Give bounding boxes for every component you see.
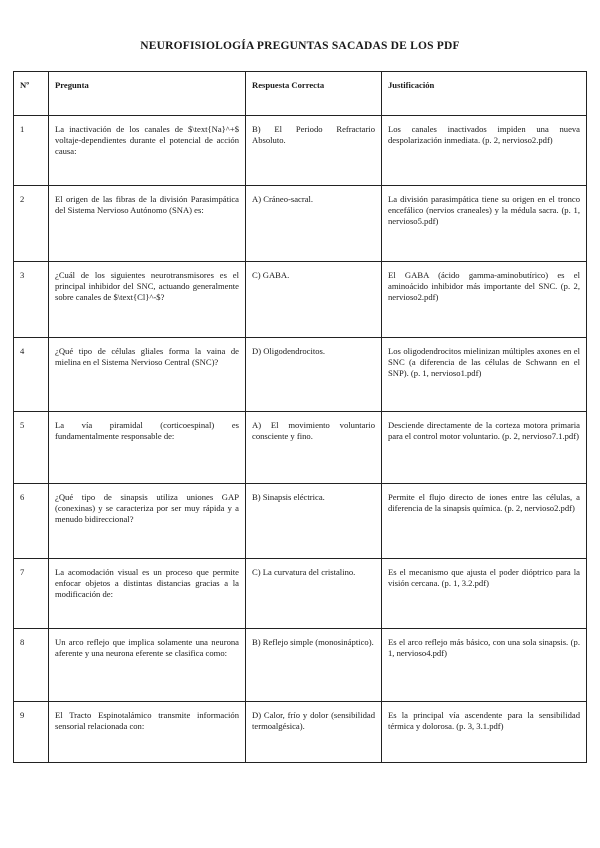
row-number: 6	[14, 484, 49, 559]
row-number: 3	[14, 262, 49, 338]
row-number: 9	[14, 702, 49, 763]
row-number: 1	[14, 116, 49, 186]
justification-cell: El GABA (ácido gamma-aminobutírico) es el aminoácido inhibidor más importante del SNC. (p. 2, nervioso2.pdf)	[382, 262, 587, 338]
row-number: 7	[14, 559, 49, 629]
justification-cell: Desciende directamente de la corteza motora primaria para el control motor voluntario. (p. 2, nervioso7.1.pdf)	[382, 412, 587, 484]
question-cell: Un arco reflejo que implica solamente una neurona aferente y una neurona eferente se clasifica como:	[49, 629, 246, 702]
answer-cell: D) Calor, frío y dolor (sensibilidad termoalgésica).	[246, 702, 382, 763]
justification-cell: Es la principal vía ascendente para la sensibilidad térmica y dolorosa. (p. 3, 3.1.pdf)	[382, 702, 587, 763]
header-justification: Justificación	[382, 72, 587, 116]
question-cell: El Tracto Espinotalámico transmite información sensorial relacionada con:	[49, 702, 246, 763]
table-row	[14, 702, 587, 763]
table-row	[14, 629, 587, 702]
question-cell: ¿Qué tipo de sinapsis utiliza uniones GAP (conexinas) y se caracteriza por ser muy rápida y a menudo bidireccional?	[49, 484, 246, 559]
table-row	[14, 484, 587, 559]
document-title: NEUROFISIOLOGÍA PREGUNTAS SACADAS DE LOS PDF	[140, 40, 460, 52]
table-row	[14, 338, 587, 412]
answer-cell: B) Reflejo simple (monosináptico).	[246, 629, 382, 702]
row-number: 5	[14, 412, 49, 484]
justification-cell: La división parasimpática tiene su origen en el tronco encefálico (nervios craneales) y la médula sacra. (p. 1, nervioso5.pdf)	[382, 186, 587, 262]
answer-cell: C) La curvatura del cristalino.	[246, 559, 382, 629]
answer-cell: B) Sinapsis eléctrica.	[246, 484, 382, 559]
answer-cell: A) El movimiento voluntario consciente y fino.	[246, 412, 382, 484]
answer-cell: D) Oligodendrocitos.	[246, 338, 382, 412]
justification-cell: Los canales inactivados impiden una nueva despolarización inmediata. (p. 2, nervioso2.pdf)	[382, 116, 587, 186]
question-cell: El origen de las fibras de la división Parasimpática del Sistema Nervioso Autónomo (SNA) es:	[49, 186, 246, 262]
question-cell: La inactivación de los canales de $\text{Na}^+$ voltaje-dependientes durante el potencial de acción causa:	[49, 116, 246, 186]
answer-cell: B) El Periodo Refractario Absoluto.	[246, 116, 382, 186]
row-number: 8	[14, 629, 49, 702]
table-header-row	[14, 72, 587, 116]
row-number: 4	[14, 338, 49, 412]
header-answer: Respuesta Correcta	[246, 72, 382, 116]
justification-cell: Es el arco reflejo más básico, con una sola sinapsis. (p. 1, nervioso4.pdf)	[382, 629, 587, 702]
justification-cell: Los oligodendrocitos mielinizan múltiples axones en el SNC (a diferencia de las células de Schwann en el SNP). (p. 1, nervioso1.pdf)	[382, 338, 587, 412]
justification-cell: Es el mecanismo que ajusta el poder dióptrico para la visión cercana. (p. 1, 3.2.pdf)	[382, 559, 587, 629]
question-cell: ¿Qué tipo de células gliales forma la vaina de mielina en el Sistema Nervioso Central (SNC)?	[49, 338, 246, 412]
table-row	[14, 412, 587, 484]
table-row	[14, 116, 587, 186]
table-row	[14, 559, 587, 629]
justification-cell: Permite el flujo directo de iones entre las células, a diferencia de la sinapsis química. (p. 2, nervioso2.pdf)	[382, 484, 587, 559]
header-question: Pregunta	[49, 72, 246, 116]
questions-table	[13, 71, 587, 763]
row-number: 2	[14, 186, 49, 262]
answer-cell: A) Cráneo-sacral.	[246, 186, 382, 262]
table-row	[14, 186, 587, 262]
question-cell: ¿Cuál de los siguientes neurotransmisores es el principal inhibidor del SNC, actuando generalmente sobre canales de $\text{Cl}^-$?	[49, 262, 246, 338]
table-row	[14, 262, 587, 338]
question-cell: La acomodación visual es un proceso que permite enfocar objetos a distintas distancias gracias a la modificación de:	[49, 559, 246, 629]
answer-cell: C) GABA.	[246, 262, 382, 338]
question-cell: La vía piramidal (corticoespinal) es fundamentalmente responsable de:	[49, 412, 246, 484]
header-number: Nº	[14, 72, 49, 116]
